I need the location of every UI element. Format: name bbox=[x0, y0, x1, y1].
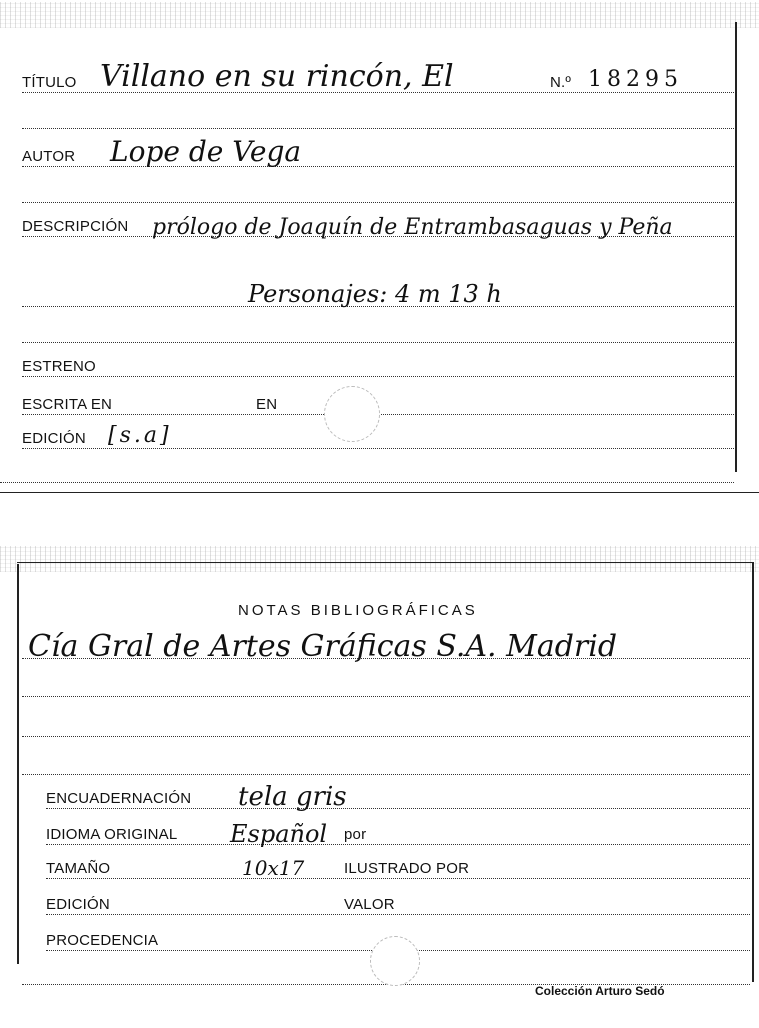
notas-value: Cía Gral de Artes Gráficas S.A. Madrid bbox=[28, 629, 618, 664]
blank-row bbox=[0, 458, 734, 483]
descripcion-row-2 bbox=[22, 282, 734, 307]
scan-edge-noise bbox=[0, 2, 759, 28]
card-right-border bbox=[752, 562, 754, 982]
punch-mark bbox=[370, 936, 420, 986]
card-separator bbox=[0, 492, 759, 493]
card-right-border bbox=[735, 22, 737, 472]
autor-value: Lope de Vega bbox=[110, 135, 302, 168]
procedencia-label: PROCEDENCIA bbox=[46, 932, 159, 949]
card-top-border bbox=[17, 562, 752, 563]
encuadernacion-value: tela gris bbox=[238, 782, 347, 812]
encuadernacion-row bbox=[46, 782, 750, 812]
en-label: EN bbox=[256, 396, 278, 413]
blank-row bbox=[22, 318, 734, 343]
autor-label: AUTOR bbox=[22, 148, 76, 165]
blank-row bbox=[22, 104, 734, 129]
notas-title: NOTAS BIBLIOGRÁFICAS bbox=[238, 602, 478, 619]
edicion-label: EDICIÓN bbox=[22, 430, 86, 447]
edicion-bottom-row bbox=[46, 890, 750, 915]
edicion-value: [s.a] bbox=[108, 423, 172, 448]
catalog-card-top bbox=[0, 0, 759, 492]
encuadernacion-label: ENCUADERNACIÓN bbox=[46, 790, 192, 807]
collection-credit: Colección Arturo Sedó bbox=[535, 984, 665, 998]
catalog-card-bottom bbox=[0, 540, 759, 1028]
descripcion-value: prólogo de Joaquín de Entrambasaguas y Peña bbox=[152, 215, 673, 240]
ilustrado-label: ILUSTRADO POR bbox=[344, 860, 470, 877]
blank-row bbox=[22, 178, 734, 203]
autor-row bbox=[22, 135, 734, 168]
idioma-value: Español bbox=[230, 820, 328, 848]
idioma-row bbox=[46, 820, 750, 848]
numero-label: N.º bbox=[550, 74, 572, 91]
blank-row bbox=[22, 712, 750, 737]
idioma-label: IDIOMA ORIGINAL bbox=[46, 826, 178, 843]
escrita-en-label: ESCRITA EN bbox=[22, 396, 113, 413]
descripcion-value-2: Personajes: 4 m 13 h bbox=[248, 280, 502, 308]
titulo-label: TÍTULO bbox=[22, 74, 77, 91]
tamano-label: TAMAÑO bbox=[46, 860, 111, 877]
card-left-border bbox=[17, 564, 19, 964]
blank-row bbox=[22, 750, 750, 775]
titulo-row bbox=[22, 59, 734, 94]
tamano-value: 10x17 bbox=[242, 856, 305, 880]
punch-mark bbox=[324, 386, 380, 442]
estreno-row bbox=[22, 352, 734, 377]
edicion-row bbox=[22, 424, 734, 449]
blank-row bbox=[22, 672, 750, 697]
por-label: por bbox=[344, 826, 367, 843]
numero-value: 18295 bbox=[588, 67, 683, 92]
descripcion-row bbox=[22, 212, 734, 240]
valor-label: VALOR bbox=[344, 896, 395, 913]
scan-edge-noise bbox=[0, 546, 759, 572]
edicion-bottom-label: EDICIÓN bbox=[46, 896, 110, 913]
titulo-value: Villano en su rincón, El bbox=[100, 59, 454, 94]
estreno-label: ESTRENO bbox=[22, 358, 96, 375]
tamano-row bbox=[46, 854, 750, 879]
notas-row bbox=[22, 629, 750, 664]
descripcion-label: DESCRIPCIÓN bbox=[22, 218, 129, 235]
